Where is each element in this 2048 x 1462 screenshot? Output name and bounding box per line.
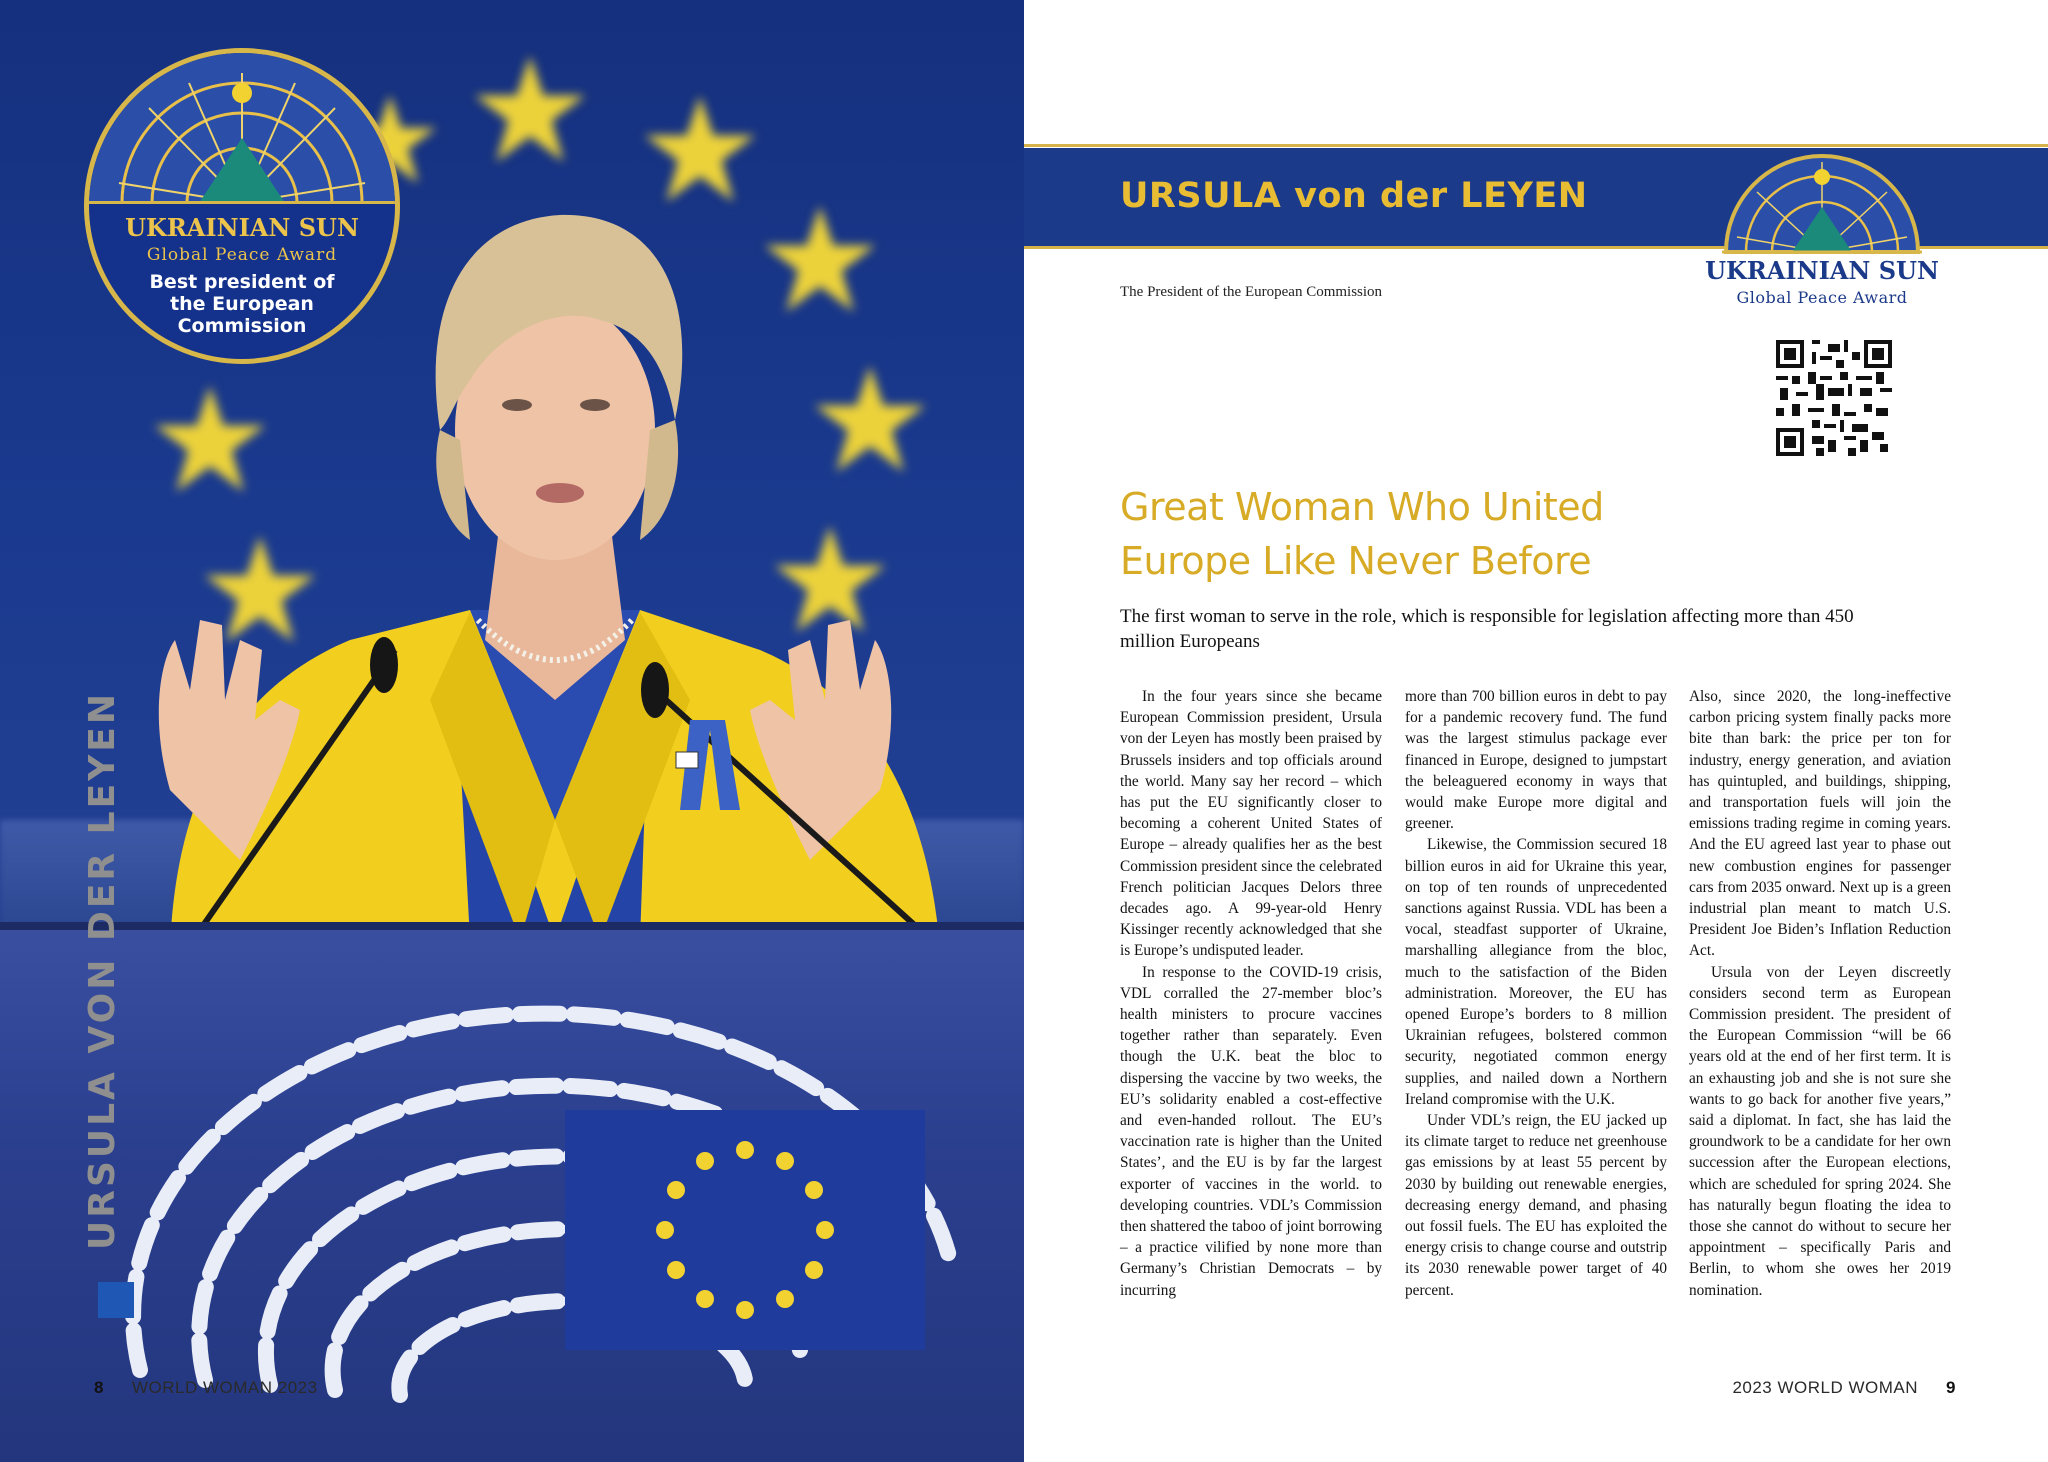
- headline-line: Europe Like Never Before: [1120, 539, 1592, 583]
- paragraph: Also, since 2020, the long-ineffective carbon pricing system finally packs more bite than bark: the price per ton for industry, energy generation, and aviation has quintupled, and buildings, shipping, and transportation fuels will join the emissions trading regime in coming years. And the EU agreed last year to phase out new combustion engines for passenger cars from 2035 onward. Next up is a green industrial plan meant to match U.S. President Joe Biden’s Inflation Reduction Act.: [1689, 688, 1951, 960]
- headline-line: Great Woman Who United: [1120, 485, 1604, 529]
- logo-title: UKRAINIAN SUN: [1705, 256, 1939, 285]
- page-number: 9: [1946, 1378, 1956, 1397]
- paragraph: Under VDL’s reign, the EU jacked up its climate target to reduce net greenhouse gas emissions by at least 55 percent by 2030 by building out renewable energies, decreasing energy demand, and phasing out fossil fuels. The EU has exploited the energy crisis to change course and outstrip its 2030 renewable power target of 40 percent.: [1405, 1112, 1667, 1299]
- blue-square-marker: [98, 1282, 134, 1318]
- publication-name: WORLD WOMAN 2023: [131, 1378, 318, 1397]
- award-badge: [84, 48, 400, 364]
- publication-name: 2023 WORLD WOMAN: [1732, 1378, 1919, 1397]
- badge-subtitle: Global Peace Award: [146, 245, 338, 265]
- article-headline: [1120, 480, 1680, 588]
- badge-caption-line: Commission: [177, 315, 307, 337]
- left-page-footer: [94, 1378, 318, 1398]
- article-column-2: [1405, 686, 1667, 1301]
- badge-title: UKRAINIAN SUN: [125, 213, 359, 242]
- ornament-sun-icon: [89, 53, 395, 203]
- paragraph: Likewise, the Commission secured 18 billion euros in aid for Ukraine this year, on top of ten rounds of unprecedented sanctions against Russia. VDL has been a vocal, steadfast supporter of Ukraine, marshalling allegiance from the bloc, much to the satisfaction of the Biden administration. Moreover, the EU has opened Europe’s borders to 8 million Ukrainian refugees, bolstered common security, negotiated common energy supplies, and nailed down a Northern Ireland compromise with the U.K.: [1405, 836, 1667, 1108]
- vertical-name-label: URSULA VON DER LEYEN: [82, 691, 123, 1250]
- right-page-footer: [1732, 1378, 1956, 1398]
- article-column-3: [1689, 686, 1951, 1301]
- right-page-article: [1024, 0, 2048, 1462]
- badge-caption: [89, 271, 395, 337]
- article-deck: The first woman to serve in the role, which is responsible for legislation affecting more than 450 million Europeans: [1120, 606, 1854, 652]
- paragraph: In response to the COVID-19 crisis, VDL corralled the 27-member bloc’s health ministers to procure vaccines together rather than separately. Even though the U.K. beat the bloc to dispersing the vaccine by two weeks, the EU’s solidarity enabled a cost-effective and even-handed rollout. The EU’s vaccination rate is higher than the United States’, and the EU is by far the largest exporter of vaccines in the world. to developing countries. VDL’s Commission then shattered the taboo of joint borrowing – a practice vilified by none more than Germany’s Christian Democrats – by incurring: [1120, 963, 1382, 1299]
- badge-caption-line: the European: [170, 293, 314, 315]
- person-role: The President of the European Commission: [1120, 284, 1383, 300]
- qr-code-icon[interactable]: [1776, 340, 1892, 456]
- badge-caption-line: Best president of: [149, 271, 335, 293]
- article-column-1: [1120, 686, 1382, 1301]
- paragraph: Ursula von der Leyen discreetly considers second term as European Commission president. The president of the European Commission “will be 66 years old at the end of her first term. It is an exhausting job and she is not sure she wants to go back for another five years,” said a diplomat. In fact, she has laid the groundwork to be a candidate for her own succession after the European elections, which are scheduled for spring 2024. She has naturally begun floating the idea to those she cannot do without to secure her appointment – specifically Paris and Berlin, to whom she owes her 2019 nomination.: [1689, 963, 1951, 1299]
- paragraph: more than 700 billion euros in debt to pay for a pandemic recovery fund. The fund was the largest stimulus package ever financed in Europe, designed to jumpstart the beleaguered economy in ways that would make Europe more digital and greener.: [1405, 688, 1667, 833]
- page-number: 8: [94, 1378, 104, 1397]
- logo-subtitle: Global Peace Award: [1736, 288, 1908, 307]
- paragraph: In the four years since she became European Commission president, Ursula von der Leyen has mostly been praised by Brussels insiders and top officials around the world. Many say her record – which has put the EU significantly closer to becoming a coherent United States of Europe – already qualifies her as the best Commission president since the celebrated French politician Jacques Delors three decades ago. A 99-year-old Henry Kissinger recently acknowledged that she is Europe’s undisputed leader.: [1120, 688, 1382, 960]
- page-title: URSULA von der LEYEN: [1120, 176, 1588, 216]
